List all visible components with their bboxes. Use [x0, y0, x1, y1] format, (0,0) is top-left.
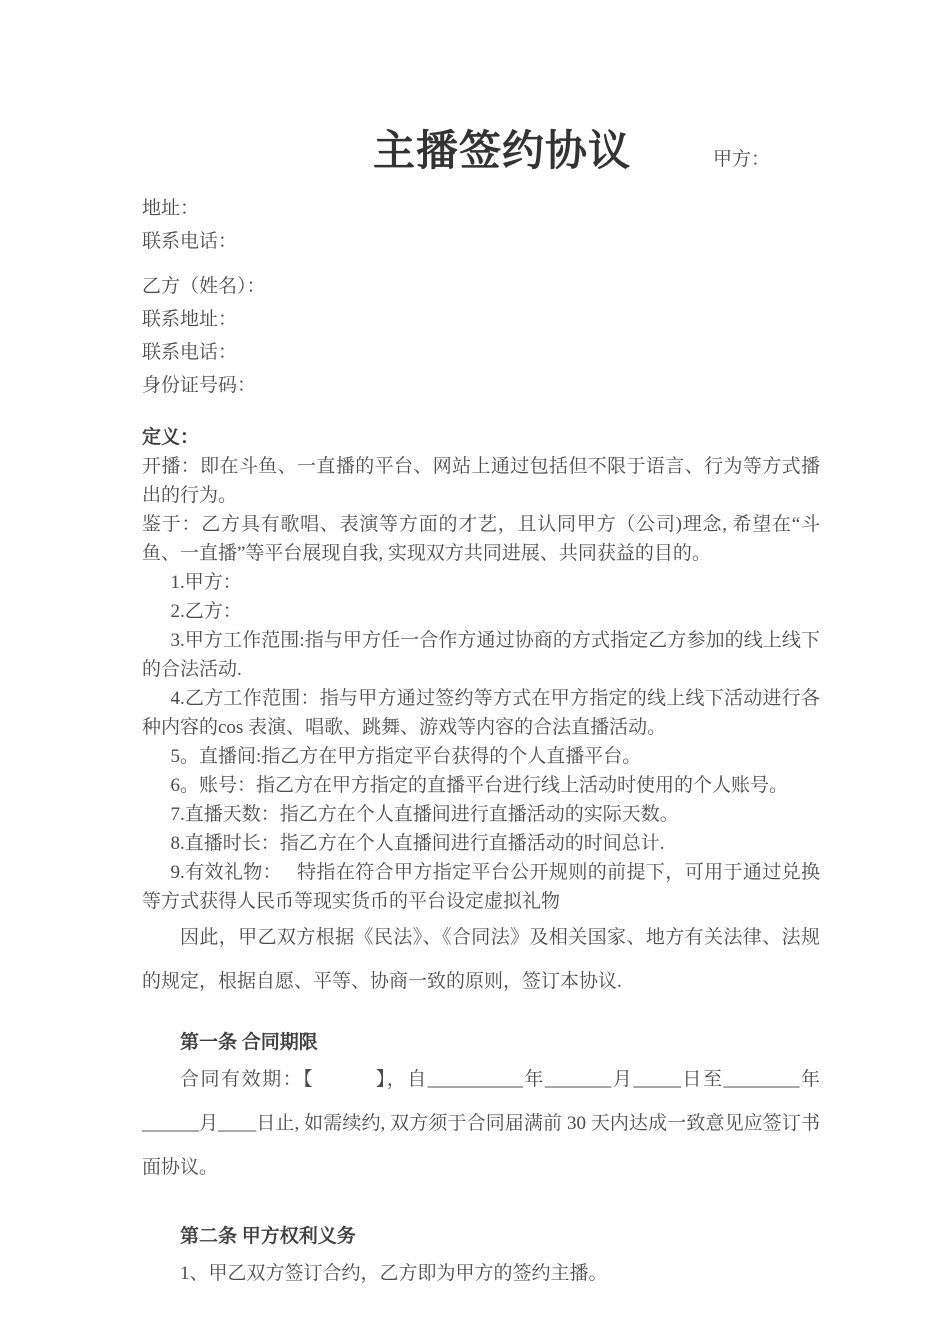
article-2-heading: 第二条 甲方权利义务 — [180, 1226, 356, 1247]
party-a-label: 甲方： — [713, 149, 771, 170]
party-b-info-block — [142, 270, 820, 402]
definition-item: 5。直播间:指乙方在甲方指定平台获得的个人直播平台。 — [170, 746, 642, 767]
definition-item: 9.有效礼物： 特指在符合甲方指定平台公开规则的前提下，可用于通过兑换等方式获得人民币等现实货币的平台设定虚拟礼物 — [142, 862, 820, 912]
article-1-heading: 第一条 合同期限 — [180, 1032, 318, 1053]
article-1-term-line: 合同有效期：【 】，自__________年_______月_____日至________年______月____日止, 如需续约, 双方须于合同届满前 30 天内达成一致意见应签订书面协议。 — [142, 1069, 820, 1178]
definitions-section — [142, 424, 820, 1004]
party-b-id-line: 身份证号码： — [142, 375, 257, 396]
party-b-phone-line: 联系电话： — [142, 342, 238, 363]
document-header — [142, 126, 820, 180]
article-1-section — [142, 1028, 820, 1190]
party-b-name-line: 乙方（姓名）： — [142, 276, 266, 297]
recital-closing-paragraph: 因此，甲乙双方根据《民法》、《合同法》及相关国家、地方有关法律、法规的规定，根据自愿、平等、协商一致的原则，签订本协议. — [142, 927, 820, 992]
definition-item: 7.直播天数：指乙方在个人直播间进行直播活动的实际天数。 — [170, 804, 679, 825]
definition-paragraph: 鉴于：乙方具有歌唱、表演等方面的才艺，且认同甲方（公司)理念, 希望在“斗鱼、一直播”等平台展现自我, 实现双方共同进展、共同获益的目的。 — [142, 514, 820, 564]
article-2-item: 1、甲乙双方签订合约，乙方即为甲方的签约主播。 — [180, 1263, 608, 1284]
article-2-section — [142, 1222, 820, 1289]
definition-item: 1.甲方： — [170, 572, 242, 593]
definition-paragraph: 开播：即在斗鱼、一直播的平台、网站上通过包括但不限于语言、行为等方式播出的行为。 — [142, 456, 820, 506]
party-a-phone-line: 联系电话： — [142, 231, 238, 252]
party-a-address-line: 地址： — [142, 198, 200, 219]
party-b-address-line: 联系地址： — [142, 309, 238, 330]
definition-item: 6。账号：指乙方在甲方指定的直播平台进行线上活动时使用的个人账号。 — [170, 775, 789, 796]
party-a-info-block — [142, 192, 820, 258]
definition-item: 4.乙方工作范围：指与甲方通过签约等方式在甲方指定的线上线下活动进行各种内容的cos 表演、唱歌、跳舞、游戏等内容的合法直播活动。 — [142, 688, 820, 738]
definition-item: 3.甲方工作范围:指与甲方任一合作方通过协商的方式指定乙方参加的线上线下的合法活动. — [142, 630, 820, 680]
definition-item: 2.乙方： — [170, 601, 242, 622]
document-title: 主播签约协议 — [372, 127, 631, 174]
definition-item: 8.直播时长：指乙方在个人直播间进行直播活动的时间总计. — [170, 833, 665, 854]
definitions-heading: 定义： — [142, 427, 200, 448]
